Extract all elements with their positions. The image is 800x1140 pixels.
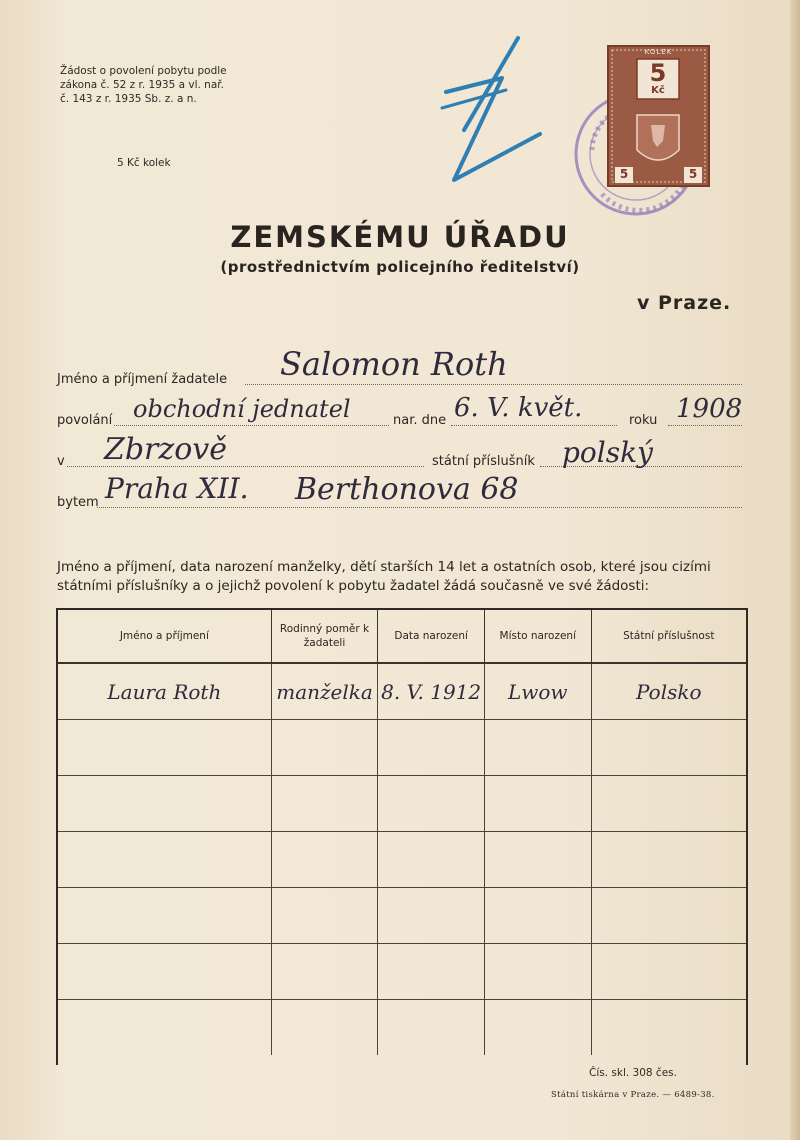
table-row <box>58 720 746 776</box>
cell-relation[interactable]: manželka <box>271 663 378 720</box>
catalog-number: Čís. skl. 308 čes. <box>589 1067 677 1079</box>
cell-birth-date[interactable] <box>378 832 485 888</box>
birth-date-label: nar. dne <box>393 413 447 428</box>
birth-year-value[interactable]: 1908 <box>676 394 743 424</box>
revenue-stamp-currency: Kč <box>651 85 665 96</box>
birth-place-value[interactable]: Zbrzově <box>104 432 227 467</box>
cell-citizenship[interactable] <box>591 832 746 888</box>
birth-date-value[interactable]: 6. V. květ. <box>454 393 583 423</box>
cell-name[interactable] <box>58 888 271 944</box>
residence-district-value[interactable]: Praha XII. <box>105 472 249 505</box>
cell-birth-place[interactable] <box>484 888 591 944</box>
applicant-name-value[interactable]: Salomon Roth <box>280 345 508 383</box>
cell-name[interactable] <box>58 832 271 888</box>
applicant-name-line <box>245 384 742 385</box>
cell-relation[interactable] <box>271 776 378 832</box>
blue-pencil-mark <box>436 30 556 195</box>
table-row <box>58 888 746 944</box>
legal-reference-line: Žádost o povolení pobytu podle <box>60 65 227 77</box>
table-header-row <box>58 610 746 663</box>
cell-birth-place[interactable] <box>484 720 591 776</box>
citizenship-label: státní příslušník <box>432 454 535 469</box>
cell-birth-date[interactable] <box>378 1000 485 1056</box>
cell-name[interactable]: Laura Roth <box>58 663 271 720</box>
legal-reference-line: zákona č. 52 z r. 1935 a vl. nař. <box>60 79 224 91</box>
stamp-fee-note: 5 Kč kolek <box>117 157 171 169</box>
birth-year-label: roku <box>629 413 658 428</box>
cell-citizenship[interactable] <box>591 720 746 776</box>
birth-place-label: v <box>57 454 65 469</box>
cell-birth-place[interactable] <box>484 944 591 1000</box>
cell-relation[interactable] <box>271 720 378 776</box>
cell-birth-date[interactable] <box>378 776 485 832</box>
cell-name[interactable] <box>58 944 271 1000</box>
cell-citizenship[interactable] <box>591 888 746 944</box>
column-header-birth-place: Místo narození <box>484 610 591 663</box>
occupation-value[interactable]: obchodní jednatel <box>133 395 351 423</box>
cell-relation[interactable] <box>271 944 378 1000</box>
printer-imprint: Státní tiskárna v Praze. — 6489-38. <box>551 1090 715 1100</box>
cell-relation[interactable] <box>271 888 378 944</box>
revenue-stamp-bottom-value: 5 <box>619 167 629 181</box>
occupation-label: povolání <box>57 413 113 428</box>
office-location: v Praze. <box>637 292 732 314</box>
residence-street-value[interactable]: Berthonova 68 <box>295 472 519 507</box>
family-members-table <box>56 608 748 1065</box>
residence-label: bytem <box>57 495 99 510</box>
revenue-stamp <box>607 45 710 187</box>
cell-birth-date[interactable]: 8. V. 1912 <box>378 663 485 720</box>
revenue-stamp-top-text: KOLEK <box>644 48 673 56</box>
residence-line <box>97 507 742 508</box>
occupation-line <box>114 425 389 426</box>
cell-name[interactable] <box>58 776 271 832</box>
cell-relation[interactable] <box>271 832 378 888</box>
table-row <box>58 663 746 720</box>
cell-citizenship[interactable] <box>591 1000 746 1056</box>
cell-birth-date[interactable] <box>378 944 485 1000</box>
cell-citizenship[interactable] <box>591 944 746 1000</box>
column-header-citizenship: Státní příslušnost <box>591 610 746 663</box>
cell-birth-place[interactable] <box>484 1000 591 1056</box>
column-header-relation: Rodinný poměr k žadateli <box>271 610 378 663</box>
cell-birth-place[interactable] <box>484 776 591 832</box>
cell-name[interactable] <box>58 1000 271 1056</box>
birth-year-line <box>668 425 742 426</box>
cell-birth-date[interactable] <box>378 720 485 776</box>
family-members-intro: Jméno a příjmení, data narození manželky, dětí starších 14 let a ostatních osob, které jsou cizími státními příslušníky a o jejichž povolení k pobytu žadatel žádá současně ve své žádosti: <box>57 559 711 594</box>
birth-date-line <box>451 425 617 426</box>
legal-reference-line: č. 143 z r. 1935 Sb. z. a n. <box>60 93 197 105</box>
cell-citizenship[interactable]: Polsko <box>591 663 746 720</box>
page-title: ZEMSKÉMU ÚŘADU <box>230 220 570 254</box>
page-subtitle: (prostřednictvím policejního ředitelství) <box>220 258 580 276</box>
cell-birth-date[interactable] <box>378 888 485 944</box>
table-row <box>58 776 746 832</box>
cell-citizenship[interactable] <box>591 776 746 832</box>
revenue-stamp-value: 5 <box>649 59 667 87</box>
legal-reference <box>60 64 260 106</box>
table-row <box>58 944 746 1000</box>
column-header-name: Jméno a příjmení <box>58 610 271 663</box>
cell-birth-place[interactable] <box>484 832 591 888</box>
table-row <box>58 832 746 888</box>
cell-birth-place[interactable]: Lwow <box>484 663 591 720</box>
revenue-stamp-bottom-value: 5 <box>688 167 698 181</box>
applicant-name-label: Jméno a příjmení žadatele <box>57 372 228 387</box>
cell-relation[interactable] <box>271 1000 378 1056</box>
table-row <box>58 1000 746 1056</box>
cell-name[interactable] <box>58 720 271 776</box>
column-header-birth-date: Data narození <box>378 610 485 663</box>
paper-edge <box>790 0 800 1140</box>
citizenship-value[interactable]: polský <box>562 436 653 469</box>
